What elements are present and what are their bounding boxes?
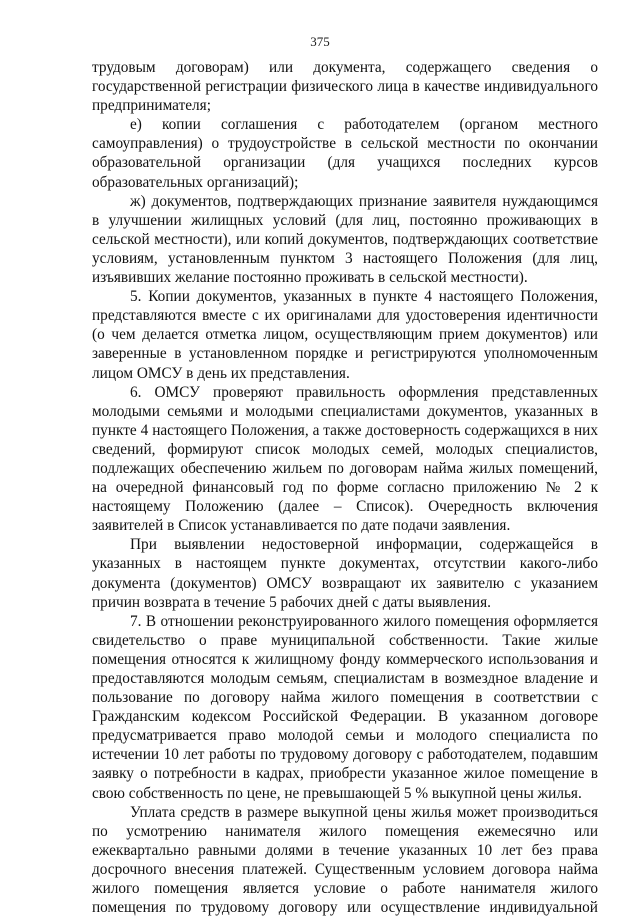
paragraph-payment: Уплата средств в размере выкупной цены жилья может производиться по усмотрению нанимателя жилого помещения ежемесячно или ежеквартально равными долями в течение указанных 10 лет без права досрочного внесения платежей. Существенным условием договора найма жилого помещения является условие о работе нанимателя жилого помещения по трудовому договору или осуществление индивидуальной (92, 803, 598, 917)
document-body (92, 58, 598, 917)
paragraph-item-e: е) копии соглашения с работодателем (органом местного самоуправления) о трудоустройстве в сельской местности по окончании образовательной организации (для учащихся последних курсов образовательных организаций); (92, 116, 598, 191)
paragraph-clause-6: 6. ОМСУ проверяют правильность оформления представленных молодыми семьями и молодыми специалистами документов, указанных в пункте 4 настоящего Положения, а также достоверность содержащихся в них сведений, формируют список молодых семей, молодых специалистов, подлежащих обеспечению жильем по договорам найма жилых помещений, на очередной финансовый год по форме согласно приложению № 2 к настоящему Положению (далее – Список). Очередность включения заявителей в Список устанавливается по дате подачи заявления. (92, 383, 598, 535)
page-number: 375 (310, 34, 330, 49)
paragraph-item-zh: ж) документов, подтверждающих признание заявителя нуждающимся в улучшении жилищных условий (для лиц, постоянно проживающих в сельской местности), или копий документов, подтверждающих соответствие условиям, установленным пунктом 3 настоящего Положения (для лиц, изъявивших желание постоянно проживать в сельской местности). (92, 192, 598, 287)
paragraph-clause-5: 5. Копии документов, указанных в пункте 4 настоящего Положения, представляются вместе с их оригиналами для удостоверения идентичности (о чем делается отметка лицом, осуществляющим прием документов) или заверенные в установленном порядке и регистрируются уполномоченным лицом ОМСУ в день их представления. (92, 288, 598, 382)
paragraph-clause-7: 7. В отношении реконструированного жилого помещения оформляется свидетельство о праве муниципальной собственности. Такие жилые помещения относятся к жилищному фонду коммерческого использования и предоставляются молодым семьям, специалистам в возмездное владение и пользование по договору найма жилого помещения в соответствии с Гражданским кодексом Российской Федерации. В указанном договоре предусматривается право молодой семьи и молодого специалиста по истечении 10 лет работы по трудовому договору с работодателем, подавшим заявку о потребности в кадрах, приобрести указанное жилое помещение в свою собственность по цене, не превышающей 5 % выкупной цены жилья. (92, 612, 598, 802)
paragraph-clause-6-return: При выявлении недостоверной информации, содержащейся в указанных в настоящем пункте документах, отсутствии какого-либо документа (документов) ОМСУ возвращают их заявителю с указанием причин возврата в течение 5 рабочих дней с даты выявления. (92, 536, 598, 611)
paragraph-continuation: трудовым договорам) или документа, содержащего сведения о государственной регистрации физического лица в качестве индивидуального предпринимателя; (92, 59, 598, 115)
